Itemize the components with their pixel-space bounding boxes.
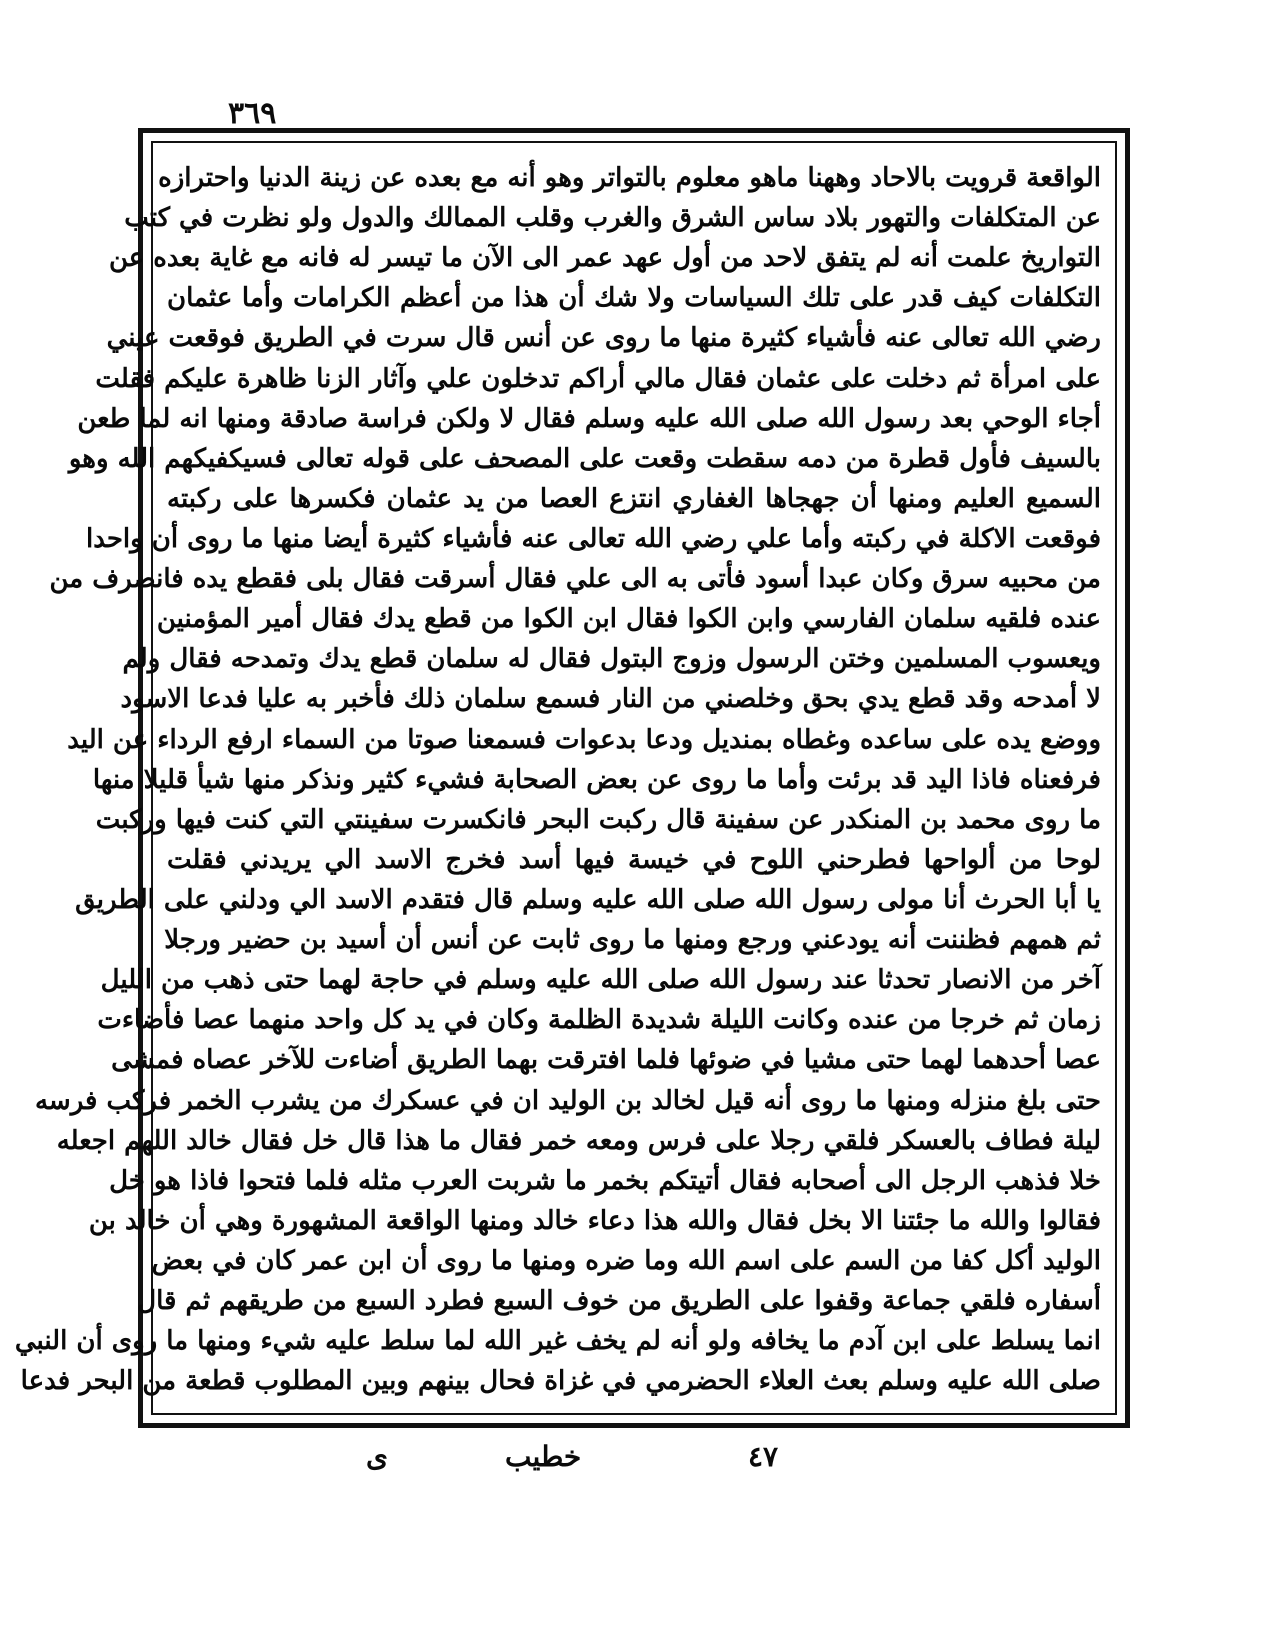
text-line: انما يسلط على ابن آدم ما يخافه ولو أنه لم يخف غير الله لما سلط عليه شيء ومنها ما روى أن النبي: [14, 1326, 1101, 1357]
text-line: ليلة فطاف بالعسكر فلقي رجلا على فرس ومعه خمر فقال ما هذا قال خل فقال خالد اللهم اجعله: [56, 1125, 1101, 1156]
text-line: ووضع يده على ساعده وغطاه بمنديل ودعا بدعوات فسمعنا صوتا من السماء ارفع الرداء عن اليد: [67, 724, 1101, 755]
text-line: لوحا من ألواحها فطرحني اللوح في خيسة فيها أسد فخرج الاسد الي يريدني فقلت: [167, 844, 1101, 875]
signature-number: ٤٧: [748, 1440, 779, 1473]
text-line: التواريخ علمت أنه لم يتفق لاحد من أول عهد عمر الى الآن ما تيسر له فانه مع غاية بعده عن: [108, 243, 1101, 274]
page-footer: [0, 1440, 1275, 1490]
text-line: ما روى محمد بن المنكدر عن سفينة قال ركبت البحر فانكسرت سفينتي التي كنت فيها وركبت: [95, 804, 1101, 835]
page-number: ٣٦٩: [228, 96, 277, 131]
text-line: الوليد أكل كفا من السم على اسم الله وما ضره ومنها ما روى أن ابن عمر كان في بعض: [151, 1245, 1101, 1276]
text-line: أجاء الوحي بعد رسول الله صلى الله عليه وسلم فقال لا ولكن فراسة صادقة ومنها انه لما طعن: [77, 403, 1101, 434]
text-line: ويعسوب المسلمين وختن الرسول وزوج البتول فقال له سلمان قطع يدك وتمدحه فقال ولم: [122, 644, 1101, 675]
text-line: على امرأة ثم دخلت على عثمان فقال مالي أراكم تدخلون علي وآثار الزنا ظاهرة عليكم فقلت: [95, 363, 1101, 394]
text-line: عن المتكلفات والتهور بلاد ساس الشرق والغرب وقلب الممالك والدول ولو نظرت في كتب: [124, 203, 1101, 234]
text-line: يا أبا الحرث أنا مولى رسول الله صلى الله عليه وسلم قال فتقدم الاسد الي ودلني على الطريق: [75, 884, 1101, 915]
text-line: الواقعة قرويت بالاحاد وههنا ماهو معلوم بالتواتر وهو أنه مع بعده عن زينة الدنيا واحترازه: [158, 163, 1101, 193]
text-line: زمان ثم خرجا من عنده وكانت الليلة شديدة الظلمة وكان في يد كل واحد منهما عصا فأضاءت: [97, 1005, 1101, 1036]
text-line: بالسيف فأول قطرة من دمه سقطت وقعت على المصحف على قوله تعالى فسيكفيكهم الله وهو: [68, 443, 1101, 474]
text-line: ثم همهم فظننت أنه يودعني ورجع ومنها ما روى ثابت عن أنس أن أسيد بن حضير ورجلا: [164, 925, 1101, 956]
text-line: فقالوا والله ما جئتنا الا بخل فقال والله هذا دعاء خالد ومنها الواقعة المشهورة وهي أن خالد بن: [88, 1205, 1101, 1236]
text-line: صلى الله عليه وسلم بعث العلاء الحضرمي في غزاة فحال بينهم وبين المطلوب قطعة من البحر فدعا: [20, 1366, 1101, 1397]
text-line: رضي الله تعالى عنه فأشياء كثيرة منها ما روى عن أنس قال سرت في الطريق فوقعت عيني: [106, 323, 1101, 354]
text-line: من محبيه سرق وكان عبدا أسود فأتى به الى علي فقال أسرقت فقال بلى فقطع يده فانصرف من: [49, 564, 1101, 595]
text-line: فوقعت الاكلة في ركبته وأما علي رضي الله تعالى عنه فأشياء كثيرة أيضا منها ما روى أن واحدا: [85, 523, 1101, 554]
text-line: لا أمدحه وقد قطع يدي بحق وخلصني من النار فسمع سلمان ذلك فأخبر به عليا فدعا الاسود: [120, 684, 1101, 715]
text-line: عنده فلقيه سلمان الفارسي وابن الكوا فقال ابن الكوا من قطع يدك فقال أمير المؤمنين: [156, 604, 1101, 635]
body-text: [14, 163, 1101, 1397]
text-line: فرفعناه فاذا اليد قد برئت وأما ما روى عن بعض الصحابة فشيء كثير ونذكر منها شيأ قليلا منها: [92, 764, 1101, 795]
text-line: عصا أحدهما لهما حتى مشيا في ضوئها فلما افترقت بهما الطريق أضاءت للآخر عصاه فمشى: [111, 1045, 1101, 1076]
text-line: أسفاره فلقي جماعة وقفوا على الطريق من خوف السبع فطرد السبع من طريقهم ثم قال: [137, 1286, 1101, 1317]
signature-letter: ى: [366, 1440, 388, 1473]
text-line: التكلفات كيف قدر على تلك السياسات ولا شك أن هذا من أعظم الكرامات وأما عثمان: [167, 283, 1101, 314]
page-border-outer: [14, 128, 1130, 1428]
page-border-inner: [14, 141, 1117, 1415]
text-line: آخر من الانصار تحدثا عند رسول الله صلى الله عليه وسلم في حاجة لهما حتى ذهب من الليل: [100, 965, 1101, 996]
text-line: السميع العليم ومنها أن جهجاها الغفاري انتزع العصا من يد عثمان فكسرها على ركبته: [167, 483, 1101, 514]
text-line: حتى بلغ منزله ومنها ما روى أنه قيل لخالد بن الوليد ان في عسكرك من يشرب الخمر فركب فرسه: [34, 1085, 1101, 1116]
text-line: خلا فذهب الرجل الى أصحابه فقال أتيتكم بخمر ما شربت العرب مثله فلما فتحوا فاذا هو خل: [109, 1165, 1101, 1196]
signature-word: خطيب: [505, 1440, 582, 1473]
